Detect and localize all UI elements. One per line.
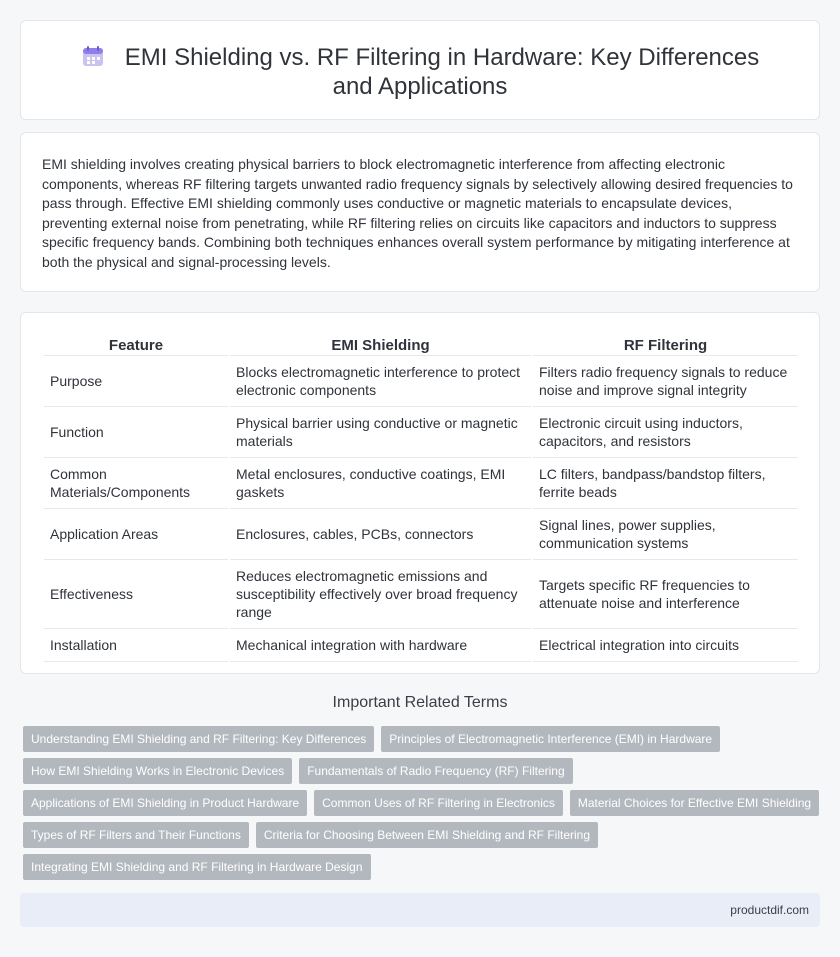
table-cell: Electrical integration into circuits	[533, 629, 798, 662]
table-row	[44, 458, 798, 509]
column-header-emi-shielding: EMI Shielding	[230, 335, 531, 356]
related-term-tag[interactable]: Types of RF Filters and Their Functions	[23, 822, 249, 848]
table-cell: Targets specific RF frequencies to attenuate noise and interference	[533, 560, 798, 629]
tag-row	[23, 726, 823, 752]
table-cell: Metal enclosures, conductive coatings, EMI gaskets	[230, 458, 531, 509]
table-cell: Filters radio frequency signals to reduce noise and improve signal integrity	[533, 356, 798, 407]
table-cell: Effectiveness	[44, 560, 228, 629]
tag-row	[23, 758, 823, 784]
footer-site-link[interactable]: productdif.com	[730, 903, 809, 917]
table-cell: Function	[44, 407, 228, 458]
table-row	[44, 407, 798, 458]
comparison-table-card	[20, 312, 820, 674]
table-cell: LC filters, bandpass/bandstop filters, ferrite beads	[533, 458, 798, 509]
table-cell: Enclosures, cables, PCBs, connectors	[230, 509, 531, 560]
footer	[20, 893, 820, 927]
table-row	[44, 629, 798, 662]
page-title: EMI Shielding vs. RF Filtering in Hardware: Key Differences and Applications	[124, 44, 760, 100]
table-cell: Signal lines, power supplies, communication systems	[533, 509, 798, 560]
column-header-feature: Feature	[44, 335, 228, 356]
related-term-tag[interactable]: Criteria for Choosing Between EMI Shielding and RF Filtering	[256, 822, 598, 848]
table-cell: Application Areas	[44, 509, 228, 560]
intro-paragraph: EMI shielding involves creating physical barriers to block electromagnetic interference from affecting electronic components, whereas RF filtering targets unwanted radio frequency signals by selectively allowing desired frequencies to pass through. Effective EMI shielding commonly uses conductive or magnetic materials to encapsulate devices, preventing external noise from penetrating, while RF filtering relies on circuits like capacitors and inductors to suppress specific frequency bands. Combining both techniques enhances overall system performance by mitigating interference at both the physical and signal-processing levels.	[42, 156, 793, 270]
table-cell: Purpose	[44, 356, 228, 407]
table-cell: Electronic circuit using inductors, capacitors, and resistors	[533, 407, 798, 458]
table-cell: Blocks electromagnetic interference to protect electronic components	[230, 356, 531, 407]
related-term-tag[interactable]: Integrating EMI Shielding and RF Filtering in Hardware Design	[23, 854, 371, 880]
table-row	[44, 356, 798, 407]
table-cell: Common Materials/Components	[44, 458, 228, 509]
column-header-rf-filtering: RF Filtering	[533, 335, 798, 356]
table-cell: Mechanical integration with hardware	[230, 629, 531, 662]
related-term-tag[interactable]: Material Choices for Effective EMI Shielding	[570, 790, 819, 816]
header-card	[20, 20, 820, 120]
related-term-tag[interactable]: Applications of EMI Shielding in Product Hardware	[23, 790, 307, 816]
related-terms-list	[23, 726, 823, 886]
related-term-tag[interactable]: Common Uses of RF Filtering in Electronics	[314, 790, 563, 816]
tag-row	[23, 854, 823, 880]
table-row	[44, 560, 798, 629]
related-term-tag[interactable]: Fundamentals of Radio Frequency (RF) Filtering	[299, 758, 572, 784]
table-header-row	[44, 335, 798, 356]
related-term-tag[interactable]: How EMI Shielding Works in Electronic Devices	[23, 758, 292, 784]
table-cell: Physical barrier using conductive or magnetic materials	[230, 407, 531, 458]
calendar-icon	[81, 44, 105, 68]
related-terms-heading: Important Related Terms	[332, 694, 508, 711]
table-cell: Installation	[44, 629, 228, 662]
intro-card	[20, 132, 820, 292]
related-term-tag[interactable]: Principles of Electromagnetic Interference (EMI) in Hardware	[381, 726, 720, 752]
table-cell: Reduces electromagnetic emissions and susceptibility effectively over broad frequency range	[230, 560, 531, 629]
comparison-table	[42, 335, 800, 662]
tag-row	[23, 790, 823, 816]
tag-row	[23, 822, 823, 848]
table-row	[44, 509, 798, 560]
related-term-tag[interactable]: Understanding EMI Shielding and RF Filtering: Key Differences	[23, 726, 374, 752]
page-title-container	[61, 43, 779, 101]
